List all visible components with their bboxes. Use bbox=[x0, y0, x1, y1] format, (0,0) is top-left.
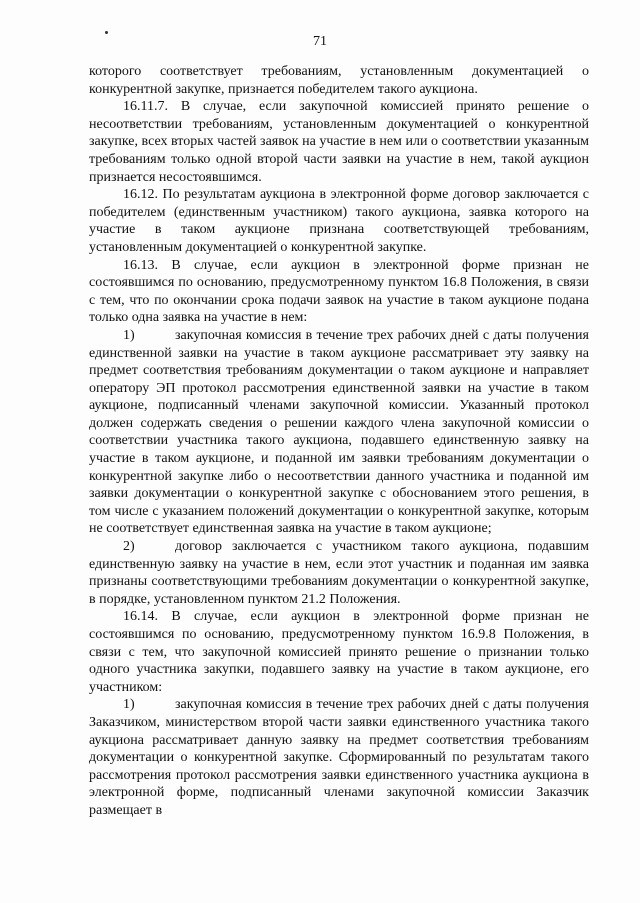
page-number: 71 bbox=[313, 34, 327, 49]
paragraph-16-13: 16.13. В случае, если аукцион в электронной форме признан не состоявшимся по основанию, предусмотренному пунктом 16.8 Положения, в связи с тем, что по окончании срока подачи заявок на участие в таком аукционе подана только одна заявка на участие в нем: bbox=[89, 257, 589, 326]
list-item-number: 2) bbox=[123, 539, 135, 555]
list-item-text: закупочная комиссия в течение трех рабочих дней с даты получения Заказчиком, министерством второй части заявки единственного участника такого аукциона рассматривает данную заявку на предмет соответствия требованиям документации о конкурентной закупке. Сформированный по результатам такого рассмотрения протокол рассмотрения заявки единственного участника аукциона в электронной форме, подписанный членами закупочной комиссии Заказчик размещает в bbox=[89, 697, 589, 818]
list-item bbox=[89, 696, 589, 819]
list-item bbox=[89, 538, 589, 608]
paragraph-continuation: которого соответствует требованиям, установленным документацией о конкурентной закупке, признается победителем такого аукциона. bbox=[89, 64, 589, 97]
list-item bbox=[89, 327, 589, 538]
document-body bbox=[89, 63, 589, 820]
list-item-text: закупочная комиссия в течение трех рабочих дней с даты получения единственной заявки на участие в таком аукционе рассматривает эту заявку на предмет соответствия требованиям документации о таком аукционе и направляет оператору ЭП протокол рассмотрения единственной заявки на участие в таком аукционе, подписанный членами закупочной комиссии. Указанный протокол должен содержать сведения о решении каждого члена закупочной комиссии о соответствии участника такого аукциона, подавшего единственную заявку на участие в таком аукционе, и поданной им заявки требованиям документации о конкурентной закупке либо о несоответствии данного участника и поданной им заявки документации о конкурентной закупке с обоснованием этого решения, в том числе с указанием положений документации о конкурентной закупке, которым не соответствует единственная заявка на участие в таком аукционе; bbox=[89, 327, 589, 537]
list-item-number: 1) bbox=[123, 327, 135, 343]
paragraph-16-11-7: 16.11.7. В случае, если закупочной комиссией принято решение о несоответствии требованиям, установленным документацией о конкурентной закупке, всех вторых частей заявок на участие в нем или о соответствии указанным требованиям только одной второй части заявки на участие в нем, такой аукцион признается несостоявшимся. bbox=[89, 99, 589, 185]
paragraph-16-14: 16.14. В случае, если аукцион в электронной форме признан не состоявшимся по основанию, предусмотренному пунктом 16.9.8 Положения, в связи с тем, что закупочной комиссией принято решение о признании только одного участника закупки, подавшего заявку на участие в таком аукционе, его участником: bbox=[89, 609, 589, 695]
list-item-text: договор заключается с участником такого аукциона, подавшим единственную заявку на участие в нем, если этот участник и поданная им заявка признаны соответствующими требованиям документации о конкурентной закупке, в порядке, установленном пунктом 21.2 Положения. bbox=[89, 539, 589, 607]
list-item-number: 1) bbox=[123, 697, 135, 713]
paragraph-16-12: 16.12. По результатам аукциона в электронной форме договор заключается с победителем (единственным участником) такого аукциона, заявка которого на участие в таком аукционе признана соответствующей требованиям, установленным документацией о конкурентной закупке. bbox=[89, 187, 589, 255]
